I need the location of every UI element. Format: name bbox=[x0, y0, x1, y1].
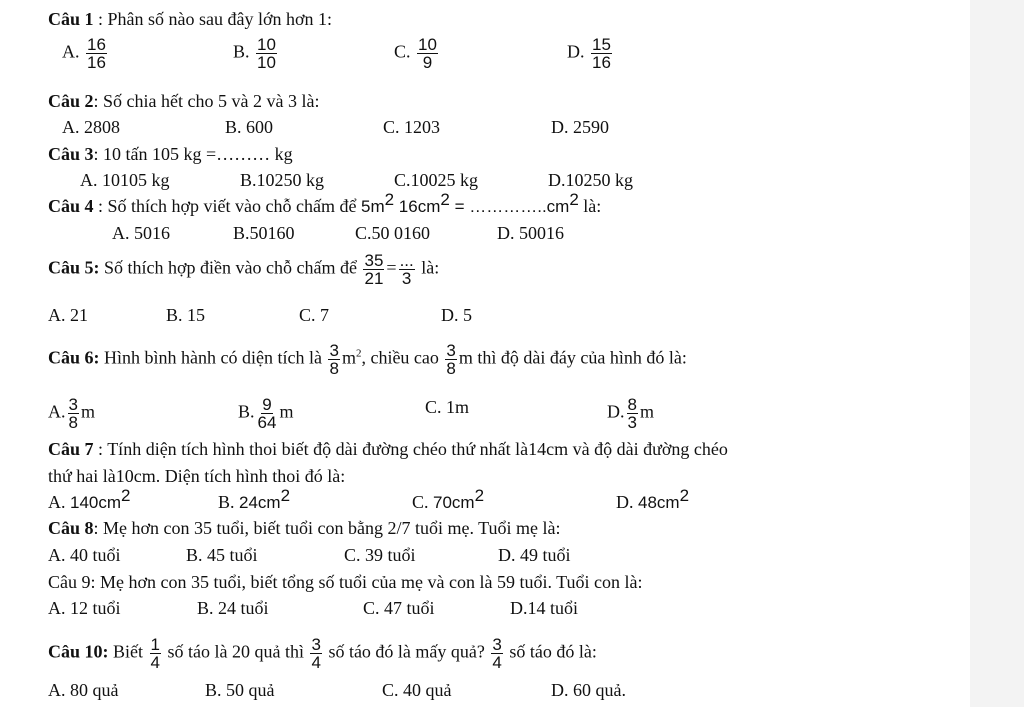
q5-option-d: D. 5 bbox=[441, 305, 472, 325]
q5-option-b: B. 15 bbox=[166, 305, 206, 325]
q5-option-c: C. 7 bbox=[299, 305, 330, 325]
q8-option-c: C. 39 tuổi bbox=[344, 545, 416, 565]
q2-option-b: B. 600 bbox=[225, 117, 274, 137]
q3-option-a: A. 10105 kg bbox=[80, 170, 170, 190]
q6-option-b: B. $\frac{9}{64}$ m bbox=[238, 395, 294, 432]
q2-option-a: A. 2808 bbox=[62, 117, 120, 137]
q8-option-b: B. 45 tuổi bbox=[186, 545, 258, 565]
q1-option-c: C. $\frac{10}{9}$ bbox=[394, 35, 437, 72]
q7-option-d: D. $48cm^2$ bbox=[616, 486, 690, 512]
question-4: Câu 4 : Số thích hợp viết vào chỗ chấm để $5m^2$ $16cm^2$ = $\dots\dots\dots\dots..cm^2$ là: bbox=[48, 190, 602, 216]
q9-option-b: B. 24 tuổi bbox=[197, 598, 269, 618]
question-6: Câu 6: Hình bình hành có diện tích là $\frac{3}{8}$ $m^2$, chiều cao $\frac{3}{8}$ m thì độ dài đáy của hình đó là: bbox=[48, 341, 687, 378]
q8-option-a: A. 40 tuổi bbox=[48, 545, 121, 565]
q6-option-a: A. $\frac{3}{8}$ m bbox=[48, 395, 95, 432]
fraction: $\frac{10}{10}$ bbox=[257, 35, 276, 72]
question-2: Câu 2: Số chia hết cho 5 và 2 và 3 là: bbox=[48, 91, 320, 111]
q8-option-d: D. 49 tuổi bbox=[498, 545, 571, 565]
fraction: $\frac{3}{8}$ bbox=[329, 341, 339, 378]
fraction: $\frac{15}{16}$ bbox=[592, 35, 611, 72]
q4-option-d: D. 50016 bbox=[497, 223, 564, 243]
page-gutter bbox=[970, 0, 1024, 707]
question-5: Câu 5: Số thích hợp điền vào chỗ chấm để $\frac{35}{21}$ = $\frac{...}{3}$ là: bbox=[48, 251, 440, 288]
fraction: $\frac{1}{4}$ bbox=[150, 635, 160, 672]
q9-option-d: D.14 tuổi bbox=[510, 598, 579, 618]
q5-option-a: A. 21 bbox=[48, 305, 88, 325]
question-1-text: : Phân số nào sau đây lớn hơn 1: bbox=[93, 9, 333, 29]
q4-option-a: A. 5016 bbox=[112, 223, 170, 243]
question-3: Câu 3: 10 tấn 105 kg =……… kg bbox=[48, 144, 293, 164]
question-1-label: Câu 1 bbox=[48, 9, 94, 29]
fraction: $\frac{10}{9}$ bbox=[418, 35, 437, 72]
q4-option-c: C.50 0160 bbox=[355, 223, 431, 243]
question-7: Câu 7 : Tính diện tích hình thoi biết độ dài đường chéo thứ nhất là14cm và độ dài đường chéo bbox=[48, 439, 728, 459]
q10-option-c: C. 40 quả bbox=[382, 680, 452, 700]
q9-option-c: C. 47 tuổi bbox=[363, 598, 435, 618]
question-10: Câu 10: Biết $\frac{1}{4}$ số táo là 20 quả thì $\frac{3}{4}$ số táo đó là mấy quả? $\frac{3}{4}$ số táo đó là: bbox=[48, 635, 597, 672]
q7-option-b: B. $24cm^2$ bbox=[218, 486, 291, 512]
q2-option-c: C. 1203 bbox=[383, 117, 441, 137]
q3-option-b: B.10250 kg bbox=[240, 170, 325, 190]
q7-option-a: A. $140cm^2$ bbox=[48, 486, 131, 512]
fraction: $\frac{3}{4}$ bbox=[492, 635, 502, 672]
q10-option-a: A. 80 quả bbox=[48, 680, 119, 700]
q2-option-d: D. 2590 bbox=[551, 117, 609, 137]
question-9: Câu 9: Mẹ hơn con 35 tuổi, biết tổng số tuổi của mẹ và con là 59 tuổi. Tuổi con là: bbox=[48, 572, 643, 592]
fraction: $\frac{3}{8}$ bbox=[446, 341, 456, 378]
question-8: Câu 8: Mẹ hơn con 35 tuổi, biết tuổi con bằng 2/7 tuổi mẹ. Tuổi mẹ là: bbox=[48, 518, 561, 538]
fraction: $\frac{...}{3}$ bbox=[399, 251, 414, 288]
q3-option-d: D.10250 kg bbox=[548, 170, 633, 190]
question-1 bbox=[48, 8, 332, 30]
q4-option-b: B.50160 bbox=[233, 223, 295, 243]
q1-option-a: A. $\frac{16}{16}$ bbox=[62, 35, 106, 72]
q7-option-c: C. $70cm^2$ bbox=[412, 486, 485, 512]
fraction: $\frac{8}{3}$ bbox=[627, 395, 637, 432]
q6-option-d: D. $\frac{8}{3}$ m bbox=[607, 395, 654, 432]
q9-option-a: A. 12 tuổi bbox=[48, 598, 121, 618]
q1-option-b: B. $\frac{10}{10}$ bbox=[233, 35, 276, 72]
fraction: $\frac{3}{8}$ bbox=[68, 395, 78, 432]
q3-option-c: C.10025 kg bbox=[394, 170, 479, 190]
q10-option-d: D. 60 quả. bbox=[551, 680, 626, 700]
fraction: $\frac{35}{21}$ bbox=[364, 251, 384, 288]
fraction: $\frac{9}{64}$ bbox=[257, 395, 277, 432]
fraction: $\frac{3}{4}$ bbox=[311, 635, 321, 672]
question-7-line-2: thứ hai là10cm. Diện tích hình thoi đó là: bbox=[48, 466, 346, 486]
q6-option-c: C. 1m bbox=[425, 397, 470, 417]
fraction: $\frac{16}{16}$ bbox=[87, 35, 106, 72]
q1-option-d: D. $\frac{15}{16}$ bbox=[567, 35, 611, 72]
q10-option-b: B. 50 quả bbox=[205, 680, 275, 700]
